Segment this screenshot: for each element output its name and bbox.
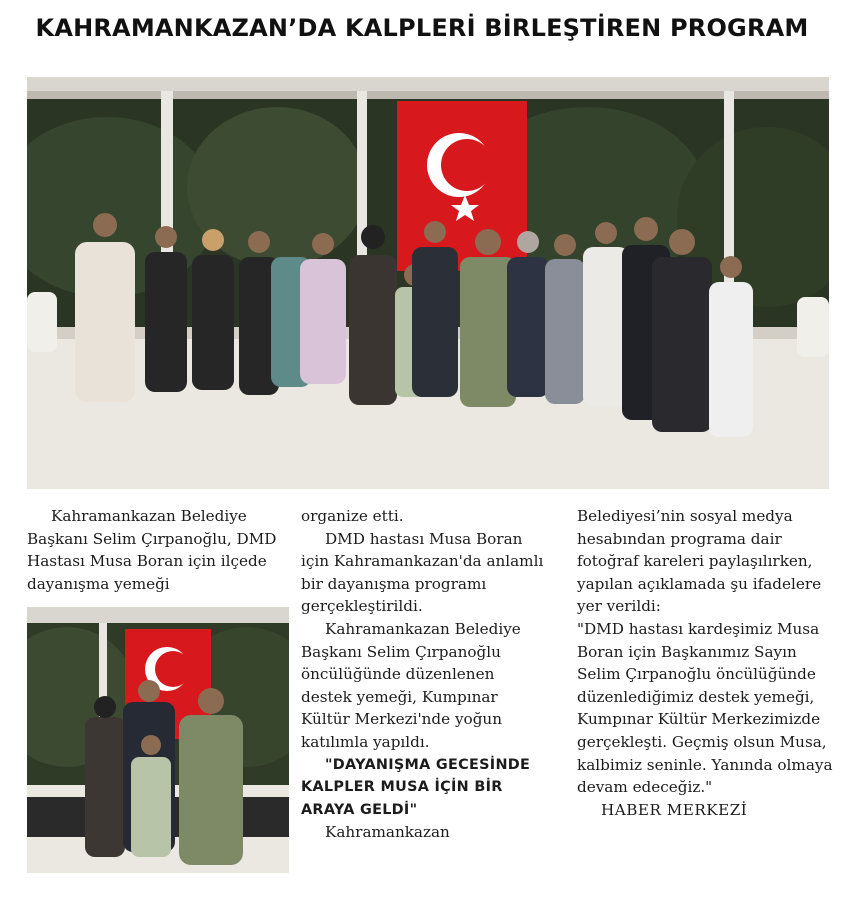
article-column-3 <box>577 505 833 821</box>
article-paragraph: Kahramankazan Belediye Başkanı Selim Çırpanoğlu, DMD Hastası Musa Boran için ilçede dayanışma yemeği <box>27 507 277 593</box>
article-column-1 <box>27 505 289 595</box>
turkish-flag-icon <box>397 101 527 271</box>
article-subheading: "DAYANIŞMA GECESİNDE KALPLER MUSA İÇİN BİR ARAYA GELDİ" <box>301 756 531 818</box>
group-photo <box>27 77 829 489</box>
article-paragraph: organize etti. <box>301 507 404 525</box>
small-photo <box>27 607 289 873</box>
article-quote: "DMD hastası kardeşimiz Musa Boran için Başkanımız Sayın Selim Çırpanoğlu öncülüğünde düzenlediğimiz destek yemeği, Kumpınar Kültür Merkezimizde gerçekleşti. Geçmiş olsun Musa, kalbimiz seninle. Yanında olmaya devam edeceğiz." <box>577 619 833 797</box>
article-paragraph: Kahramankazan <box>325 823 450 842</box>
article-paragraph: Belediyesi’nin sosyal medya hesabından programa dair fotoğraf kareleri paylaşılırken, yapılan açıklamada şu ifadelere yer verildi: <box>577 507 822 616</box>
headline: KAHRAMANKAZAN’DA KALPLERİ BİRLEŞTİREN PROGRAM <box>35 14 809 42</box>
article-column-2 <box>301 505 549 844</box>
article-paragraph: Kahramankazan Belediye Başkanı Selim Çırpanoğlu öncülüğünde düzenlenen destek yemeği, Kumpınar Kültür Merkezi'nde yoğun katılımla yapıldı. <box>301 619 521 751</box>
article-paragraph: DMD hastası Musa Boran için Kahramankazan'da anlamlı bir dayanışma programı gerçekleştirildi. <box>301 529 544 616</box>
byline: HABER MERKEZİ <box>601 800 748 819</box>
